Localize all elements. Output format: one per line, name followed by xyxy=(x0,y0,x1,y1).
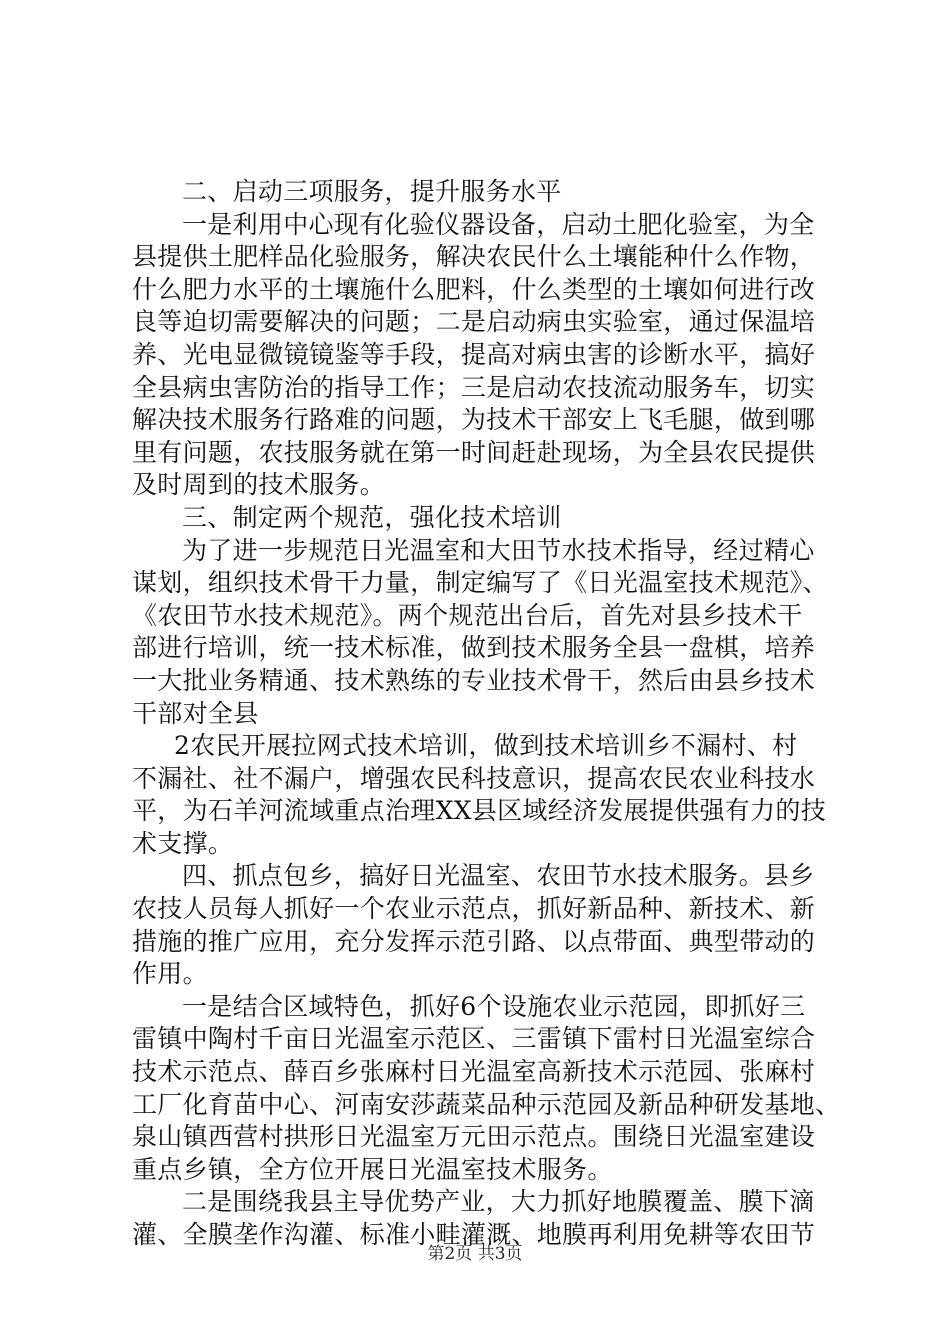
paragraph-line: 什么肥力水平的土壤施什么肥料，什么类型的土壤如何进行改 xyxy=(132,274,816,304)
paragraph-line: 重点乡镇，全方位开展日光温室技术服务。 xyxy=(132,1154,613,1184)
page-number-footer: 第2页 共3页 xyxy=(427,1244,523,1264)
paragraph-line: 一是结合区域特色，抓好6个设施农业示范园，即抓好三 xyxy=(182,991,806,1021)
paragraph-line: 《农田节水技术规范》。两个规范出台后，首先对县乡技术干 xyxy=(132,600,803,630)
paragraph-line: 县提供土肥样品化验服务，解决农民什么土壤能种什么作物， xyxy=(132,242,816,272)
paragraph-line: 二是围绕我县主导优势产业，大力抓好地膜覆盖、膜下滴 xyxy=(182,1187,815,1217)
paragraph-line: 里有问题，农技服务就在第一时间赶赴现场，为全县农民提供 xyxy=(132,437,816,467)
paragraph-line: 不漏社、社不漏户，增强农民科技意识，提高农民农业科技水 xyxy=(132,763,816,793)
paragraph-line: 谋划，组织技术骨干力量，制定编写了《日光温室技术规范》、 xyxy=(132,568,828,598)
paragraph-line: 技术示范点、薛百乡张麻村日光温室高新技术示范园、张麻村 xyxy=(132,1057,816,1087)
paragraph-line: 及时周到的技术服务。 xyxy=(132,470,386,500)
section-heading-4: 四、抓点包乡，搞好日光温室、农田节水技术服务。县乡 xyxy=(182,861,815,891)
paragraph-line: 泉山镇西营村拱形日光温室万元田示范点。围绕日光温室建设 xyxy=(132,1122,816,1152)
document-body xyxy=(132,176,841,1252)
paragraph-line: 解决技术服务行路难的问题，为技术干部安上飞毛腿，做到哪 xyxy=(132,405,816,435)
paragraph-line: 一大批业务精通、技术熟练的专业技术骨干，然后由县乡技术 xyxy=(132,665,816,695)
paragraph-line: 措施的推广应用，充分发挥示范引路、以点带面、典型带动的 xyxy=(132,926,816,956)
paragraph-line: 全县病虫害防治的指导工作；三是启动农技流动服务车，切实 xyxy=(132,372,816,402)
section-heading-2: 二、启动三项服务，提升服务水平 xyxy=(182,177,562,206)
paragraph-line: 2农民开展拉网式技术培训，做到技术培训乡不漏村、村 xyxy=(174,731,798,761)
paragraph-line: 干部对全县 xyxy=(132,698,259,728)
paragraph-line: 良等迫切需要解决的问题；二是启动病虫实验室，通过保温培 xyxy=(132,307,816,337)
paragraph-line: 平，为石羊河流域重点治理XX县区域经济发展提供强有力的技 xyxy=(132,796,826,826)
paragraph-line: 雷镇中陶村千亩日光温室示范区、三雷镇下雷村日光温室综合 xyxy=(132,1024,816,1054)
paragraph-line: 术支撑。 xyxy=(132,828,234,858)
paragraph-line: 为了进一步规范日光温室和大田节水技术指导，经过精心 xyxy=(182,535,815,565)
paragraph-line: 部进行培训，统一技术标准，做到技术服务全县一盘棋，培养 xyxy=(132,633,816,663)
paragraph-line: 作用。 xyxy=(132,959,208,989)
paragraph-line: 农技人员每人抓好一个农业示范点，抓好新品种、新技术、新 xyxy=(132,894,816,924)
paragraph-line: 养、光电显微镜镜鉴等手段，提高对病虫害的诊断水平，搞好 xyxy=(132,339,816,369)
paragraph-line: 一是利用中心现有化验仪器设备，启动土肥化验室，为全 xyxy=(182,209,815,239)
paragraph-line: 灌、全膜垄作沟灌、标准小畦灌溉、地膜再利用免耕等农田节 xyxy=(132,1220,816,1249)
section-heading-3: 三、制定两个规范，强化技术培训 xyxy=(182,502,562,532)
paragraph-line: 工厂化育苗中心、河南安莎蔬菜品种示范园及新品种研发基地、 xyxy=(132,1089,841,1119)
